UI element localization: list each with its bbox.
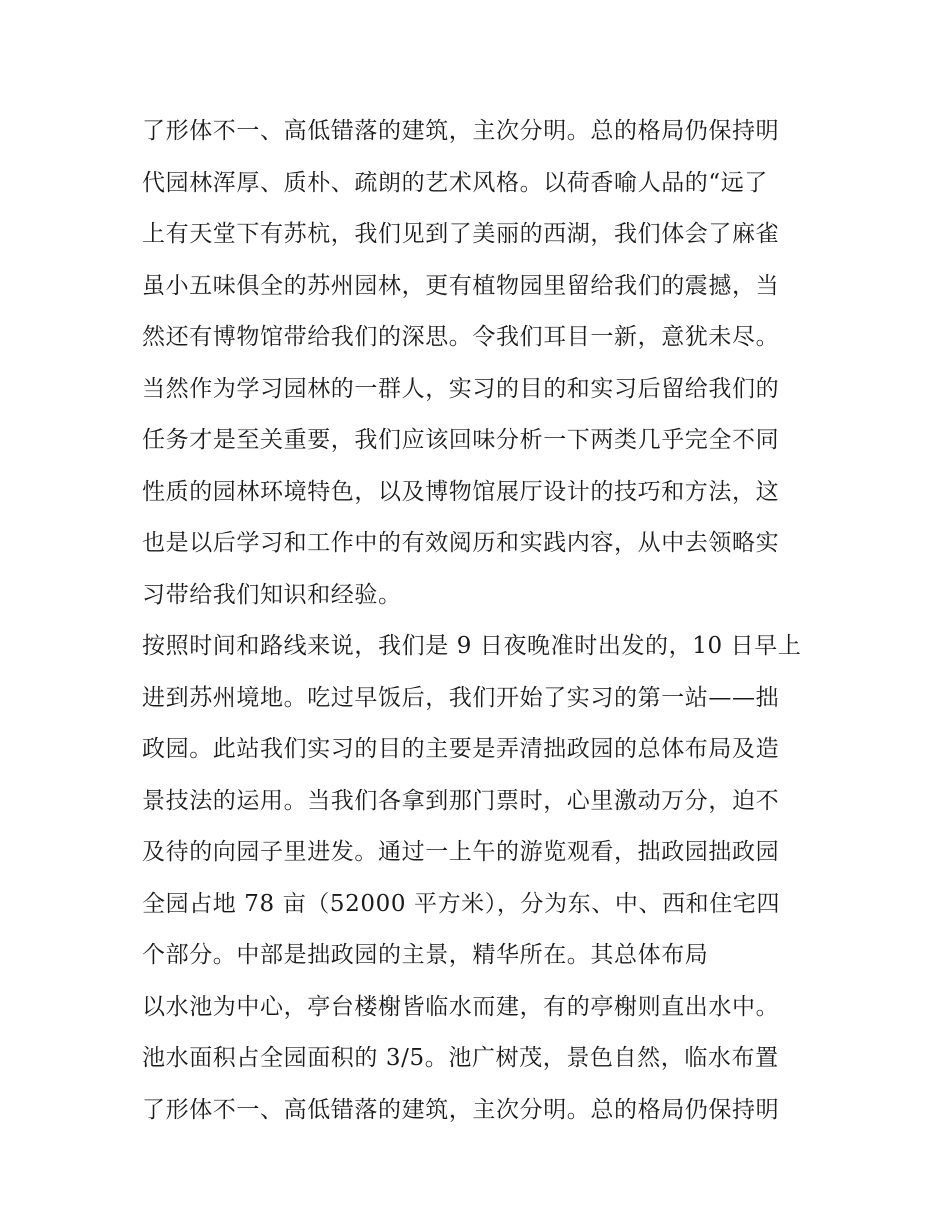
text-line: 上有天堂下有苏杭，我们见到了美丽的西湖，我们体会了麻雀 [142,221,780,247]
text-line: 全园占地 78 亩（52000 平方米），分为东、中、西和住宅四 [142,890,781,917]
text-line: 了形体不一、高低错落的建筑，主次分明。总的格局仍保持明 [142,118,780,144]
text-line: 习带给我们知识和经验。 [142,581,402,608]
text-line: 及待的向园子里进发。通过一上午的游览观看，拙政园拙政园 [142,839,780,865]
text-line: 景技法的运用。当我们各拿到那门票时，心里激动万分，迫不 [142,787,780,814]
text-line: 了形体不一、高低错落的建筑，主次分明。总的格局仍保持明 [142,1096,780,1123]
text-line: 当然作为学习园林的一群人，实习的目的和实习后留给我们的 [142,375,780,402]
text-line: 代园林浑厚、质朴、疏朗的艺术风格。以荷香喻人品的“远了 [142,169,768,196]
text-line: 任务才是至关重要，我们应该回味分析一下两类几乎完全不同 [142,427,780,453]
text-line: 政园。此站我们实习的目的主要是弄清拙政园的总体布局及造 [142,736,780,762]
text-line: 虽小五味俱全的苏州园林，更有植物园里留给我们的震撼，当 [142,272,780,299]
text-line: 然还有博物馆带给我们的深思。令我们耳目一新，意犹未尽。 [142,324,780,350]
text-line: 以水池为中心，亭台楼榭皆临水而建，有的亭榭则直出水中。 [142,993,780,1020]
text-line: 性质的园林环境特色，以及博物馆展厅设计的技巧和方法，这 [142,478,780,505]
text-line: 按照时间和路线来说，我们是 9 日夜晚准时出发的，10 日早上 [142,633,802,659]
text-line: 进到苏州境地。吃过早饭后，我们开始了实习的第一站——拙 [142,684,780,711]
text-line: 个部分。中部是拙政园的主景，精华所在。其总体布局 [142,942,709,968]
body-text [142,106,822,1136]
text-line: 也是以后学习和工作中的有效阅历和实践内容，从中去领略实 [142,530,780,556]
text-line: 池水面积占全园面积的 3/5。池广树茂，景色自然，临水布置 [142,1045,779,1071]
